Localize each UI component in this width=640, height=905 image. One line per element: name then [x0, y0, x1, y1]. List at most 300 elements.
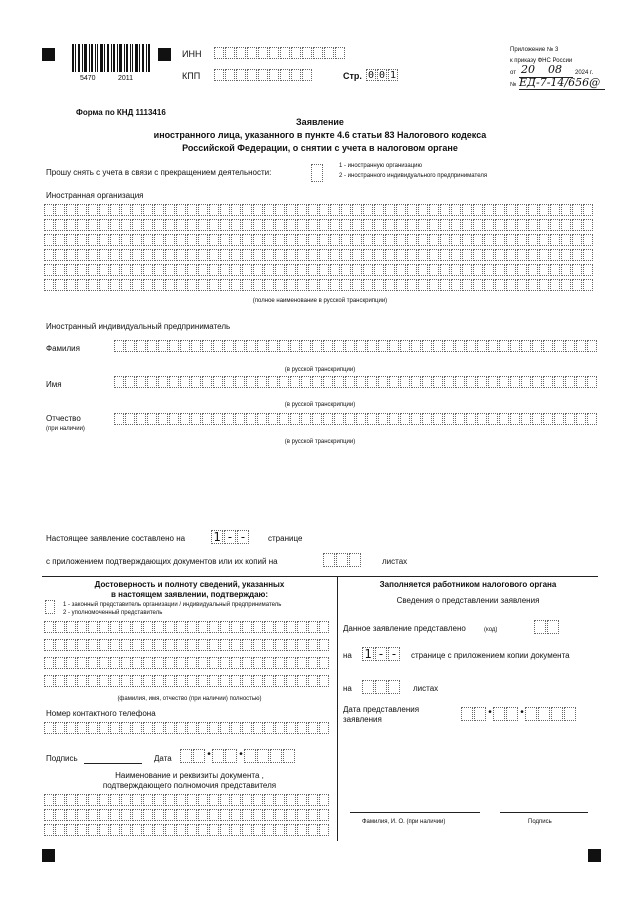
input-cell[interactable] — [242, 809, 252, 821]
input-cell[interactable] — [422, 413, 432, 425]
input-cell[interactable] — [352, 279, 362, 291]
input-cell[interactable] — [66, 824, 76, 836]
input-cell[interactable] — [121, 621, 131, 633]
input-cell[interactable] — [165, 234, 175, 246]
input-cell[interactable] — [286, 794, 296, 806]
input-cell[interactable] — [198, 722, 208, 734]
input-cell[interactable] — [477, 376, 487, 388]
input-cell[interactable] — [176, 824, 186, 836]
input-cell[interactable] — [583, 204, 593, 216]
attachments-count-field[interactable] — [323, 553, 362, 567]
input-cell[interactable] — [99, 809, 109, 821]
input-cell[interactable] — [110, 675, 120, 687]
input-cell[interactable] — [220, 657, 230, 669]
input-cell[interactable] — [77, 279, 87, 291]
input-cell[interactable] — [231, 219, 241, 231]
input-cell[interactable] — [363, 234, 373, 246]
input-cell[interactable] — [99, 794, 109, 806]
input-cell[interactable] — [246, 376, 256, 388]
input-cell[interactable] — [77, 249, 87, 261]
input-cell[interactable] — [396, 249, 406, 261]
input-cell[interactable] — [341, 264, 351, 276]
input-cell[interactable] — [110, 279, 120, 291]
input-cell[interactable] — [444, 340, 454, 352]
input-cell[interactable] — [220, 204, 230, 216]
input-cell[interactable] — [121, 809, 131, 821]
input-cell[interactable] — [528, 264, 538, 276]
input-cell[interactable] — [374, 249, 384, 261]
input-cell[interactable] — [539, 234, 549, 246]
input-cell[interactable] — [550, 219, 560, 231]
input-cell[interactable] — [341, 204, 351, 216]
input-cell[interactable] — [143, 279, 153, 291]
input-cell[interactable] — [187, 675, 197, 687]
input-cell[interactable] — [143, 675, 153, 687]
input-cell[interactable] — [451, 204, 461, 216]
input-cell[interactable] — [143, 809, 153, 821]
input-cell[interactable] — [297, 809, 307, 821]
input-cell[interactable] — [543, 340, 553, 352]
kpp-field[interactable] — [214, 69, 313, 81]
input-cell[interactable] — [275, 794, 285, 806]
input-cell[interactable] — [187, 657, 197, 669]
input-cell[interactable] — [264, 794, 274, 806]
input-cell[interactable] — [44, 204, 54, 216]
input-cell[interactable] — [312, 413, 322, 425]
input-cell[interactable] — [132, 234, 142, 246]
input-cell[interactable] — [99, 639, 109, 651]
input-cell[interactable] — [396, 264, 406, 276]
input-cell[interactable] — [451, 249, 461, 261]
input-cell[interactable] — [583, 264, 593, 276]
input-cell[interactable] — [121, 219, 131, 231]
input-cell[interactable] — [132, 639, 142, 651]
input-cell[interactable] — [209, 794, 219, 806]
input-cell[interactable] — [99, 234, 109, 246]
date-field-left[interactable]: • • — [180, 749, 296, 763]
input-cell[interactable] — [253, 639, 263, 651]
input-cell[interactable] — [99, 675, 109, 687]
input-cell[interactable] — [154, 621, 164, 633]
input-cell[interactable] — [279, 413, 289, 425]
input-cell[interactable] — [367, 340, 377, 352]
input-cell[interactable] — [257, 413, 267, 425]
input-cell[interactable] — [143, 264, 153, 276]
input-cell[interactable] — [231, 264, 241, 276]
input-cell[interactable] — [477, 340, 487, 352]
input-cell[interactable] — [444, 376, 454, 388]
input-cell[interactable] — [114, 376, 124, 388]
input-cell[interactable] — [550, 279, 560, 291]
input-cell[interactable] — [187, 234, 197, 246]
input-cell[interactable] — [66, 639, 76, 651]
input-cell[interactable] — [77, 264, 87, 276]
input-cell[interactable] — [440, 234, 450, 246]
input-cell[interactable] — [297, 204, 307, 216]
input-cell[interactable] — [121, 794, 131, 806]
input-cell[interactable] — [374, 279, 384, 291]
input-cell[interactable] — [528, 219, 538, 231]
input-cell[interactable] — [154, 264, 164, 276]
input-cell[interactable] — [55, 219, 65, 231]
input-cell[interactable] — [66, 279, 76, 291]
input-cell[interactable] — [231, 824, 241, 836]
input-cell[interactable] — [66, 249, 76, 261]
input-cell[interactable] — [539, 249, 549, 261]
input-cell[interactable] — [539, 204, 549, 216]
input-cell[interactable] — [77, 657, 87, 669]
input-cell[interactable] — [235, 376, 245, 388]
input-cell[interactable] — [44, 639, 54, 651]
input-cell[interactable] — [352, 204, 362, 216]
input-cell[interactable] — [253, 249, 263, 261]
input-cell[interactable] — [198, 675, 208, 687]
input-cell[interactable] — [550, 204, 560, 216]
input-cell[interactable] — [246, 340, 256, 352]
input-cell[interactable] — [352, 264, 362, 276]
input-cell[interactable] — [484, 219, 494, 231]
input-cell[interactable] — [231, 657, 241, 669]
input-cell[interactable] — [132, 809, 142, 821]
input-cell[interactable] — [462, 264, 472, 276]
input-cell[interactable] — [264, 675, 274, 687]
input-cell[interactable] — [242, 219, 252, 231]
input-cell[interactable] — [55, 204, 65, 216]
input-cell[interactable] — [323, 413, 333, 425]
input-cell[interactable] — [44, 809, 54, 821]
input-cell[interactable] — [121, 639, 131, 651]
request-code-field[interactable] — [311, 164, 324, 182]
input-cell[interactable] — [323, 340, 333, 352]
input-cell[interactable] — [319, 657, 329, 669]
input-cell[interactable] — [187, 809, 197, 821]
input-cell[interactable] — [323, 376, 333, 388]
input-cell[interactable] — [220, 809, 230, 821]
input-cell[interactable] — [77, 722, 87, 734]
input-cell[interactable] — [334, 340, 344, 352]
input-cell[interactable] — [154, 234, 164, 246]
input-cell[interactable] — [154, 657, 164, 669]
input-cell[interactable] — [495, 249, 505, 261]
input-cell[interactable] — [209, 675, 219, 687]
input-cell[interactable] — [143, 824, 153, 836]
input-cell[interactable] — [396, 219, 406, 231]
input-cell[interactable] — [308, 264, 318, 276]
input-cell[interactable] — [154, 219, 164, 231]
input-cell[interactable] — [242, 794, 252, 806]
input-cell[interactable] — [308, 639, 318, 651]
input-cell[interactable] — [66, 722, 76, 734]
input-cell[interactable] — [99, 824, 109, 836]
input-cell[interactable] — [517, 279, 527, 291]
input-cell[interactable] — [198, 204, 208, 216]
input-cell[interactable] — [220, 639, 230, 651]
input-cell[interactable] — [539, 279, 549, 291]
input-cell[interactable] — [297, 675, 307, 687]
input-cell[interactable] — [433, 376, 443, 388]
input-cell[interactable] — [187, 249, 197, 261]
input-cell[interactable] — [484, 279, 494, 291]
input-cell[interactable] — [352, 234, 362, 246]
input-cell[interactable] — [484, 204, 494, 216]
input-cell[interactable] — [176, 657, 186, 669]
input-cell[interactable] — [367, 376, 377, 388]
input-cell[interactable] — [132, 675, 142, 687]
input-cell[interactable] — [550, 234, 560, 246]
input-cell[interactable] — [301, 376, 311, 388]
input-cell[interactable] — [264, 621, 274, 633]
input-cell[interactable] — [488, 340, 498, 352]
input-cell[interactable] — [396, 204, 406, 216]
input-cell[interactable] — [121, 204, 131, 216]
input-cell[interactable] — [187, 264, 197, 276]
input-cell[interactable] — [374, 234, 384, 246]
input-cell[interactable] — [66, 809, 76, 821]
input-cell[interactable] — [88, 264, 98, 276]
input-cell[interactable] — [389, 340, 399, 352]
input-cell[interactable] — [44, 722, 54, 734]
page-number-field[interactable] — [366, 69, 399, 81]
input-cell[interactable] — [209, 657, 219, 669]
input-cell[interactable] — [154, 675, 164, 687]
input-cell[interactable] — [499, 376, 509, 388]
input-cell[interactable] — [242, 204, 252, 216]
input-cell[interactable] — [440, 204, 450, 216]
input-cell[interactable] — [330, 219, 340, 231]
input-cell[interactable] — [242, 621, 252, 633]
input-cell[interactable] — [418, 249, 428, 261]
input-cell[interactable] — [198, 794, 208, 806]
input-cell[interactable] — [99, 722, 109, 734]
input-cell[interactable] — [110, 234, 120, 246]
input-cell[interactable] — [154, 639, 164, 651]
input-cell[interactable] — [202, 413, 212, 425]
input-cell[interactable] — [143, 639, 153, 651]
input-cell[interactable] — [363, 204, 373, 216]
input-cell[interactable] — [506, 279, 516, 291]
input-cell[interactable] — [275, 249, 285, 261]
input-cell[interactable] — [198, 264, 208, 276]
input-cell[interactable] — [396, 279, 406, 291]
input-cell[interactable] — [385, 219, 395, 231]
input-cell[interactable] — [253, 621, 263, 633]
input-cell[interactable] — [253, 824, 263, 836]
input-cell[interactable] — [440, 279, 450, 291]
input-cell[interactable] — [488, 413, 498, 425]
input-cell[interactable] — [165, 204, 175, 216]
input-cell[interactable] — [308, 809, 318, 821]
input-cell[interactable] — [169, 340, 179, 352]
input-cell[interactable] — [341, 249, 351, 261]
input-cell[interactable] — [308, 204, 318, 216]
input-cell[interactable] — [158, 376, 168, 388]
input-cell[interactable] — [286, 234, 296, 246]
input-cell[interactable] — [110, 809, 120, 821]
input-cell[interactable] — [539, 264, 549, 276]
input-cell[interactable] — [275, 264, 285, 276]
input-cell[interactable] — [572, 234, 582, 246]
input-cell[interactable] — [264, 279, 274, 291]
input-cell[interactable] — [583, 219, 593, 231]
input-cell[interactable] — [583, 234, 593, 246]
input-cell[interactable] — [418, 279, 428, 291]
input-cell[interactable] — [462, 234, 472, 246]
input-cell[interactable] — [180, 376, 190, 388]
input-cell[interactable] — [565, 340, 575, 352]
input-cell[interactable] — [88, 204, 98, 216]
presented-code-field[interactable] — [534, 620, 560, 634]
input-cell[interactable] — [180, 413, 190, 425]
input-cell[interactable] — [275, 279, 285, 291]
input-cell[interactable] — [572, 279, 582, 291]
input-cell[interactable] — [235, 340, 245, 352]
input-cell[interactable] — [308, 675, 318, 687]
input-cell[interactable] — [341, 279, 351, 291]
input-cell[interactable] — [422, 340, 432, 352]
input-cell[interactable] — [572, 219, 582, 231]
input-cell[interactable] — [389, 376, 399, 388]
input-cell[interactable] — [297, 824, 307, 836]
input-cell[interactable] — [187, 639, 197, 651]
input-cell[interactable] — [176, 264, 186, 276]
input-cell[interactable] — [242, 279, 252, 291]
input-cell[interactable] — [473, 249, 483, 261]
input-cell[interactable] — [506, 234, 516, 246]
input-cell[interactable] — [290, 340, 300, 352]
input-cell[interactable] — [77, 621, 87, 633]
input-cell[interactable] — [198, 621, 208, 633]
input-cell[interactable] — [297, 219, 307, 231]
input-cell[interactable] — [154, 824, 164, 836]
input-cell[interactable] — [44, 279, 54, 291]
input-cell[interactable] — [176, 204, 186, 216]
input-cell[interactable] — [99, 621, 109, 633]
input-cell[interactable] — [286, 204, 296, 216]
input-cell[interactable] — [132, 249, 142, 261]
input-cell[interactable] — [286, 824, 296, 836]
input-cell[interactable] — [363, 279, 373, 291]
input-cell[interactable] — [132, 264, 142, 276]
input-cell[interactable] — [44, 264, 54, 276]
input-cell[interactable] — [565, 376, 575, 388]
input-cell[interactable] — [297, 264, 307, 276]
input-cell[interactable] — [253, 794, 263, 806]
input-cell[interactable] — [99, 219, 109, 231]
input-cell[interactable] — [132, 824, 142, 836]
input-cell[interactable] — [55, 809, 65, 821]
input-cell[interactable] — [301, 340, 311, 352]
input-cell[interactable] — [209, 809, 219, 821]
input-cell[interactable] — [213, 376, 223, 388]
input-cell[interactable] — [143, 657, 153, 669]
input-cell[interactable] — [176, 675, 186, 687]
input-cell[interactable] — [576, 376, 586, 388]
input-cell[interactable] — [55, 249, 65, 261]
input-cell[interactable] — [400, 376, 410, 388]
input-cell[interactable] — [121, 264, 131, 276]
input-cell[interactable] — [231, 249, 241, 261]
input-cell[interactable] — [352, 219, 362, 231]
input-cell[interactable] — [554, 376, 564, 388]
input-cell[interactable] — [345, 340, 355, 352]
input-cell[interactable] — [176, 809, 186, 821]
input-cell[interactable] — [407, 219, 417, 231]
input-cell[interactable] — [55, 279, 65, 291]
input-cell[interactable] — [378, 413, 388, 425]
input-cell[interactable] — [220, 824, 230, 836]
input-cell[interactable] — [352, 249, 362, 261]
input-cell[interactable] — [187, 824, 197, 836]
input-cell[interactable] — [429, 279, 439, 291]
input-cell[interactable] — [356, 340, 366, 352]
input-cell[interactable] — [495, 279, 505, 291]
input-cell[interactable] — [543, 413, 553, 425]
input-cell[interactable] — [429, 249, 439, 261]
input-cell[interactable] — [187, 794, 197, 806]
input-cell[interactable] — [297, 639, 307, 651]
input-cell[interactable] — [44, 657, 54, 669]
input-cell[interactable] — [488, 376, 498, 388]
input-cell[interactable] — [235, 413, 245, 425]
input-cell[interactable] — [286, 657, 296, 669]
input-cell[interactable] — [499, 340, 509, 352]
input-cell[interactable] — [539, 219, 549, 231]
input-cell[interactable] — [165, 809, 175, 821]
input-cell[interactable] — [506, 249, 516, 261]
input-cell[interactable] — [242, 234, 252, 246]
input-cell[interactable] — [264, 639, 274, 651]
input-cell[interactable] — [528, 279, 538, 291]
input-cell[interactable] — [308, 234, 318, 246]
input-cell[interactable] — [176, 249, 186, 261]
input-cell[interactable] — [169, 376, 179, 388]
input-cell[interactable] — [88, 279, 98, 291]
input-cell[interactable] — [550, 264, 560, 276]
officer-sheets-field[interactable] — [362, 680, 401, 694]
input-cell[interactable] — [510, 376, 520, 388]
input-cell[interactable] — [319, 234, 329, 246]
input-cell[interactable] — [114, 413, 124, 425]
input-cell[interactable] — [268, 340, 278, 352]
input-cell[interactable] — [319, 219, 329, 231]
input-cell[interactable] — [176, 639, 186, 651]
input-cell[interactable] — [110, 219, 120, 231]
input-cell[interactable] — [88, 794, 98, 806]
input-cell[interactable] — [297, 249, 307, 261]
input-cell[interactable] — [561, 234, 571, 246]
input-cell[interactable] — [198, 234, 208, 246]
input-cell[interactable] — [165, 639, 175, 651]
input-cell[interactable] — [264, 234, 274, 246]
input-cell[interactable] — [253, 675, 263, 687]
input-cell[interactable] — [389, 413, 399, 425]
input-cell[interactable] — [400, 413, 410, 425]
input-cell[interactable] — [220, 675, 230, 687]
input-cell[interactable] — [385, 279, 395, 291]
input-cell[interactable] — [576, 413, 586, 425]
input-cell[interactable] — [253, 809, 263, 821]
input-cell[interactable] — [165, 279, 175, 291]
input-cell[interactable] — [224, 340, 234, 352]
input-cell[interactable] — [455, 340, 465, 352]
input-cell[interactable] — [301, 413, 311, 425]
input-cell[interactable] — [374, 219, 384, 231]
input-cell[interactable] — [275, 639, 285, 651]
input-cell[interactable] — [202, 376, 212, 388]
input-cell[interactable] — [473, 279, 483, 291]
input-cell[interactable] — [334, 376, 344, 388]
input-cell[interactable] — [308, 621, 318, 633]
